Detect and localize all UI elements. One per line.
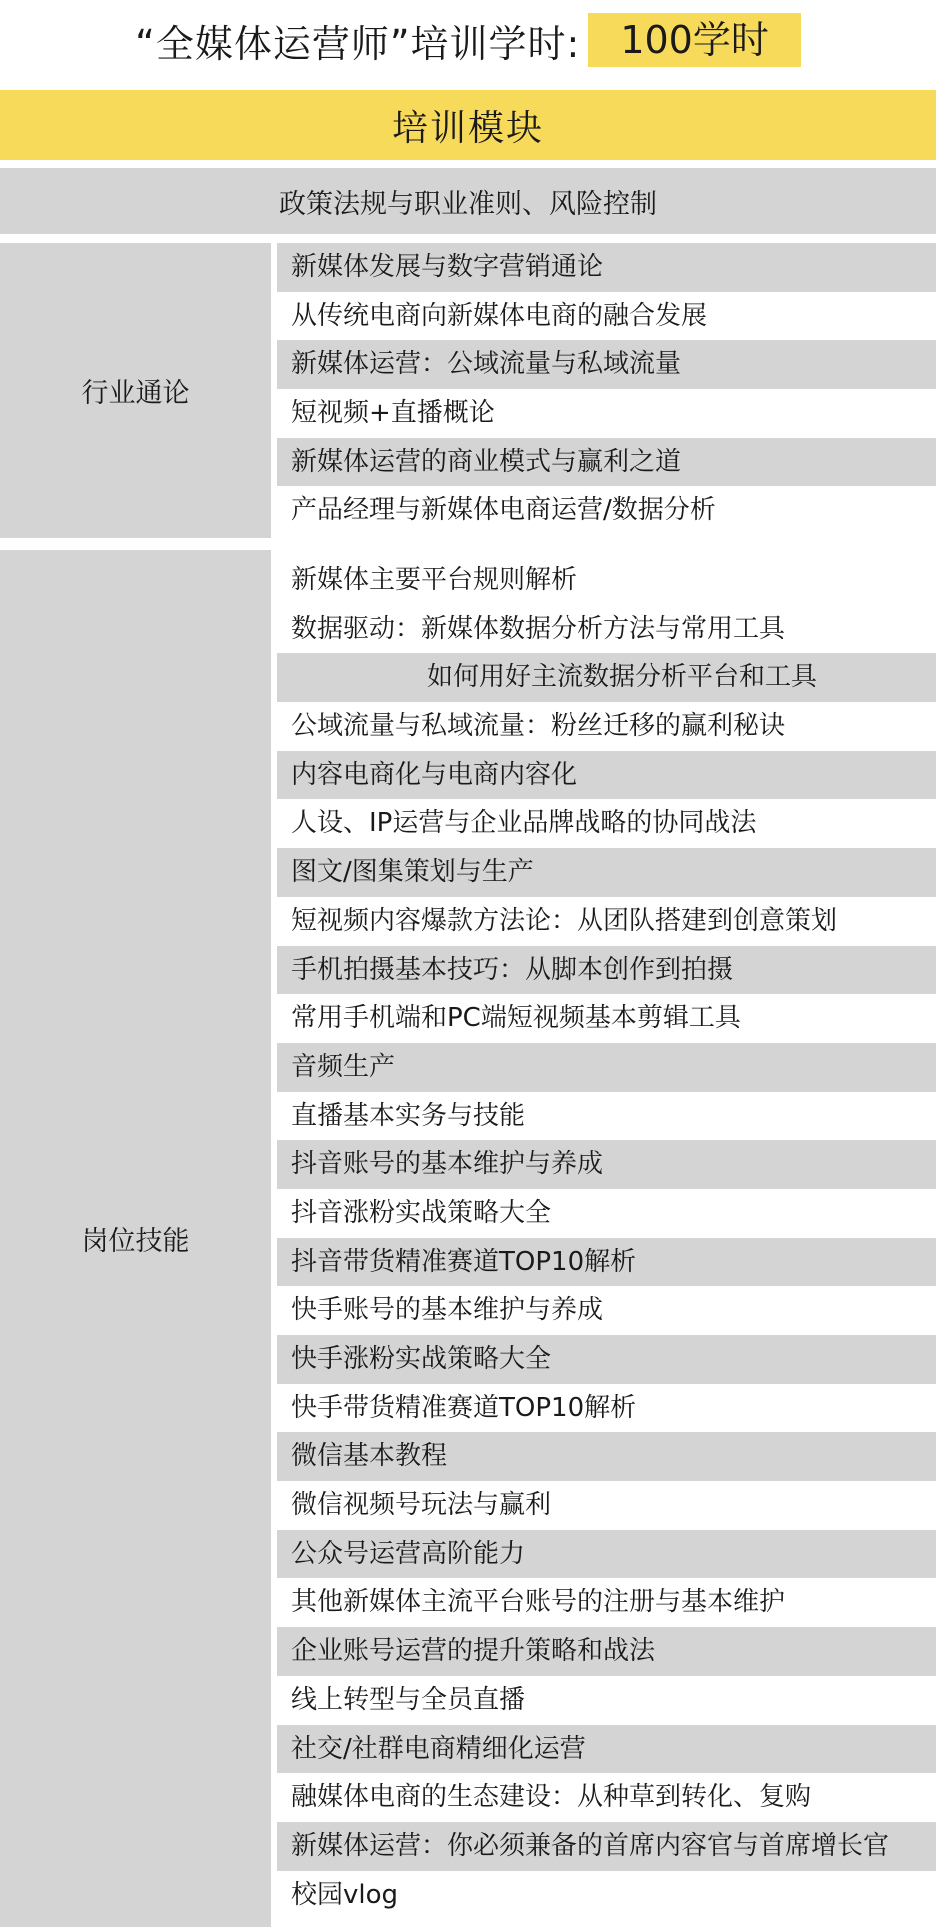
list-item: 音频生产 <box>277 1043 936 1092</box>
list-item: 快手涨粉实战策略大全 <box>277 1335 936 1384</box>
list-item: 公众号运营高阶能力 <box>277 1530 936 1579</box>
list-item: 微信基本教程 <box>277 1432 936 1481</box>
list-item: 快手带货精准赛道TOP10解析 <box>291 1392 637 1423</box>
category-label: 岗位技能 <box>81 1226 190 1257</box>
list-item: 内容电商化与电商内容化 <box>277 751 936 800</box>
list-item: 公域流量与私域流量：粉丝迁移的赢利秘诀 <box>291 711 786 742</box>
category-industry <box>0 243 271 538</box>
list-item: 微信视频号玩法与赢利 <box>291 1490 552 1521</box>
list-item: 短视频内容爆款方法论：从团队搭建到创意策划 <box>291 905 838 936</box>
list-item: 如何用好主流数据分析平台和工具 <box>277 653 936 702</box>
list-item: 短视频+直播概论 <box>291 398 495 429</box>
list-item: 其他新媒体主流平台账号的注册与基本维护 <box>291 1587 786 1618</box>
list-item: 手机拍摄基本技巧：从脚本创作到拍摄 <box>277 946 936 995</box>
list-item: 图文/图集策划与生产 <box>277 848 936 897</box>
list-item: 抖音带货精准赛道TOP10解析 <box>277 1238 936 1287</box>
list-item: 数据驱动：新媒体数据分析方法与常用工具 <box>291 613 786 644</box>
list-item: 抖音涨粉实战策略大全 <box>291 1197 552 1228</box>
policy-row: 政策法规与职业准则、风险控制 <box>0 168 936 234</box>
list-item: 直播基本实务与技能 <box>291 1100 526 1131</box>
module-title-bar: 培训模块 <box>0 90 936 160</box>
list-item: 新媒体运营：你必须兼备的首席内容官与首席增长官 <box>277 1822 936 1871</box>
page-title: “全媒体运营师”培训学时: <box>135 21 581 66</box>
list-item: 从传统电商向新媒体电商的融合发展 <box>291 300 708 331</box>
category-job-skills <box>0 550 271 1927</box>
list-item: 产品经理与新媒体电商运营/数据分析 <box>291 495 716 526</box>
list-item: 快手账号的基本维护与养成 <box>291 1295 604 1326</box>
list-item: 新媒体运营的商业模式与赢利之道 <box>277 438 936 487</box>
page-header <box>0 0 936 80</box>
list-item: 新媒体发展与数字营销通论 <box>277 243 936 292</box>
job-skills-item-list <box>277 556 936 1919</box>
industry-item-list <box>277 243 936 535</box>
list-item: 人设、IP运营与企业品牌战略的协同战法 <box>291 808 757 839</box>
list-item: 新媒体运营：公域流量与私域流量 <box>277 340 936 389</box>
list-item: 社交/社群电商精细化运营 <box>277 1725 936 1774</box>
list-item: 融媒体电商的生态建设：从种草到转化、复购 <box>291 1782 812 1813</box>
list-item: 新媒体主要平台规则解析 <box>291 565 578 595</box>
hours-badge: 100学时 <box>588 13 801 67</box>
list-item: 校园vlog <box>291 1879 399 1910</box>
list-item: 抖音账号的基本维护与养成 <box>277 1140 936 1189</box>
list-item: 企业账号运营的提升策略和战法 <box>277 1627 936 1676</box>
list-item: 常用手机端和PC端短视频基本剪辑工具 <box>291 1003 741 1034</box>
category-label: 行业通论 <box>81 378 190 409</box>
list-item: 线上转型与全员直播 <box>291 1684 526 1715</box>
